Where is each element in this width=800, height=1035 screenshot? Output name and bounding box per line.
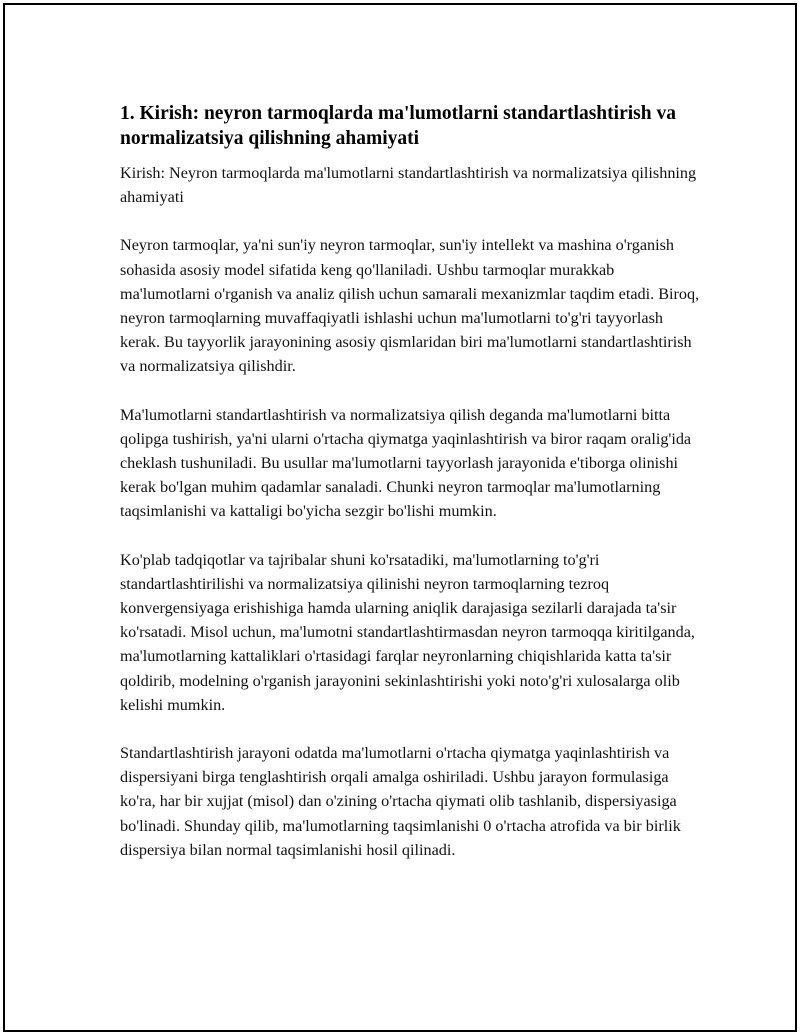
page-title: 1. Kirish: neyron tarmoqlarda ma'lumotlarni standartlashtirish va normalizatsiya qilishning ahamiyati <box>120 103 676 149</box>
paragraph-neural-networks: Neyron tarmoqlar, ya'ni sun'iy neyron tarmoqlar, sun'iy intellekt va mashina o'rganish sohasida asosiy model sifatida keng qo'llaniladi. Ushbu tarmoqlar murakkab ma'lumotlarni o'rganish va analiz qilish uchun samarali mexanizmlar taqdim etadi. Biroq, neyron tarmoqlarning muvaffaqiyatli ishlashi uchun ma'lumotlarni to'g'ri tayyorlash kerak. Bu tayyorlik jarayonining asosiy qismlaridan biri ma'lumotlarni standartlashtirish va normalizatsiya qilishdir. <box>120 236 700 376</box>
paragraph-research-findings: Ko'plab tadqiqotlar va tajribalar shuni ko'rsatadiki, ma'lumotlarning to'g'ri standartlashtirilishi va normalizatsiya qilinishi neyron tarmoqlarning tezroq konvergensiyaga erishishiga hamda ularning aniqlik darajasiga sezilarli darajada ta'sir ko'rsatadi. Misol uchun, ma'lumotni standartlashtirmasdan neyron tarmoqqa kiritilganda, ma'lumotlarning kattaliklari o'rtasidagi farqlar neyronlarning chiqishlarida katta ta'sir qoldirib, modelning o'rganish jarayonini sekinlashtirishi yoki noto'g'ri xulosalarga olib kelishi mumkin. <box>120 550 695 714</box>
page-frame <box>3 3 797 1032</box>
intro-subtitle-paragraph: Kirish: Neyron tarmoqlarda ma'lumotlarni standartlashtirish va normalizatsiya qilishning ahamiyati <box>120 164 697 207</box>
document-body <box>120 101 700 886</box>
paragraph-standardization-process: Standartlashtirish jarayoni odatda ma'lumotlarni o'rtacha qiymatga yaqinlashtirish va dispersiyani birga tenglashtirish orqali amalga oshiriladi. Ushbu jarayon formulasiga ko'ra, har bir xujjat (misol) dan o'zining o'rtacha qiymati olib tashlanib, dispersiyasiga bo'linadi. Shunday qilib, ma'lumotlarning taqsimlanishi 0 o'rtacha atrofida va bir birlik dispersiya bilan normal taqsimlanishi hosil qilinadi. <box>120 744 681 859</box>
paragraph-standardization-definition: Ma'lumotlarni standartlashtirish va normalizatsiya qilish deganda ma'lumotlarni bitta qolipga tushirish, ya'ni ularni o'rtacha qiymatga yaqinlashtirish va biror raqam oralig'ida cheklash tushuniladi. Bu usullar ma'lumotlarni tayyorlash jarayonida e'tiborga olinishi kerak bo'lgan muhim qadamlar sanaladi. Chunki neyron tarmoqlar ma'lumotlarning taqsimlanishi va kattaligi bo'yicha sezgir bo'lishi mumkin. <box>120 405 692 521</box>
